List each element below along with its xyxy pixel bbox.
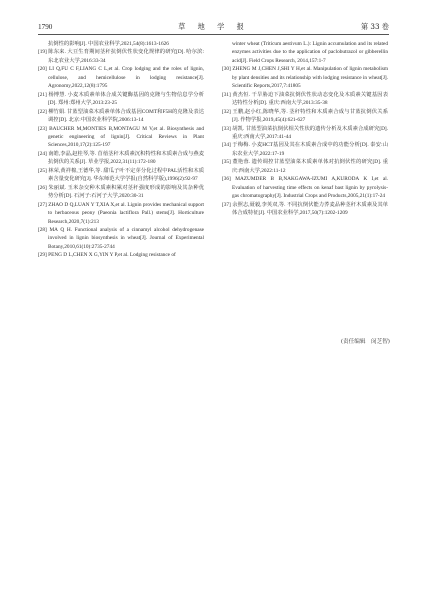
reference-number: [26] [38, 184, 47, 191]
reference-text: 朱丽斌. 玉米杂交种木质素积累对茎秆强度形成的影响及其杂种优势分析[D]. 石河子:石河子大学,2020:30-31 [48, 184, 204, 200]
reference-text: MA Q H. Functional analysis of a cinnamyl alcohol dehydrogenase involved in lignin biosynthesis in wheat[J]. Journal of Experimental Botany,2010,61(10):2735-2744 [48, 226, 204, 250]
reference-number: [37] [222, 201, 231, 208]
reference-text: winter wheat (Triticum aestivum L.): Lignin accumulation and its related enzymes activities due to the application of paclobutrazol or gibberellin acid[J]. Field Crops Research, 2014,157:1-7 [232, 41, 388, 64]
reference-text: 杨博慧. 小麦木质素单体合成关键酶基因的克隆与生物信息学分析[D]. 郑州:郑州大学,2013:23-25 [48, 91, 204, 107]
reference-text: LI Q,FU C F,LIANG C L,et al. Crop lodging and the roles of lignin, cellulose, and hemicellulose in lodging resistance[J]. Agronomy,2022,12(8):1795 [48, 66, 205, 90]
reference-entry [38, 125, 204, 150]
reference-entry [222, 201, 388, 218]
reference-text: 南皓,李晶,赵桂琴,等. 苜蓿茎秆木质素沉积特性和木质素合成与燕麦抗倒伏的关系[J]. 草业学报,2022,31(11):172-180 [48, 150, 205, 166]
reference-entry [38, 91, 204, 108]
reference-number: [24] [38, 150, 47, 157]
reference-text: MAZUMDER B B,NAKGAWA-IZUMI A,KURODA K I,et al. Evaluation of harvesting time effects on kenaf bast lignin by pyrolysis-gas chromatography[J]. Industrial Crops and Products,2005,21(1):17-24 [232, 176, 389, 200]
reference-number: [36] [222, 176, 231, 183]
reference-number: [25] [38, 167, 47, 174]
reference-number: [23] [38, 125, 47, 132]
reference-entry [222, 91, 388, 108]
reference-number: [28] [38, 226, 47, 233]
references-right-column [222, 40, 388, 218]
reference-entry [222, 65, 388, 90]
reference-entry [38, 65, 204, 90]
reference-number: [35] [222, 159, 231, 166]
reference-entry [222, 125, 388, 142]
reference-entry [222, 40, 388, 65]
reference-entry [38, 226, 204, 251]
reference-text: 董艳蓉. 遗传调控甘蓝型油菜木质素单体对抗倒伏性的研究[D]. 重庆:西南大学,2022:11-12 [232, 159, 389, 174]
reference-number: [22] [38, 108, 47, 115]
reference-entry [38, 150, 204, 167]
reference-entry [38, 108, 204, 125]
reference-number: [27] [38, 201, 47, 208]
reference-text: PENG D L,CHEN X G,YIN Y P,et al. Lodging resistance of [48, 252, 176, 259]
reference-entry [222, 158, 388, 175]
reference-text: 余照志,聂毅,李英双,等. 不同抗倒伏能力荞麦品种茎秆木质素及其单体合成特征[J]. 中国农业科学,2017,50(7):1202-1209 [232, 201, 389, 217]
reference-number: [30] [222, 66, 231, 73]
reference-text: BAUCHER M,MONTIES B,MONTAGU M V,et al. Biosynthesis and genetic engineering of lignin[J]. Critical Reviews in Plant Sciences,2010,17(2):125-197 [48, 125, 204, 149]
reference-number: [21] [38, 91, 47, 98]
reference-number: [33] [222, 125, 231, 132]
reference-entry [38, 251, 204, 259]
reference-entry [38, 167, 204, 184]
reference-text: 林荣,黄祥棉,王德华,等. 甜瓜子叶不定芽分化过程中PAL活性和木质素含量变化研究[J]. 华东师范大学学报(自然科学版),1996(2):92-97 [48, 167, 204, 183]
reference-number: [32] [222, 108, 231, 115]
reference-entry [222, 141, 388, 158]
reference-text: ZHAO D Q,LUAN Y T,XIA X,et al. Lignin provides mechanical support to herbaceous peony (Paeonia lactiflora Pall.) stems[J]. Horticulture Research,2020,7(1):213 [48, 201, 205, 225]
reference-text: 陈东来. 大豆生育期间茎秆抗倒伏性状变化规律的研究[D]. 哈尔滨:东北农业大学,2016:33-34 [48, 49, 205, 64]
page-number: 1790 [38, 23, 53, 31]
reference-text: 王鹏,赵小红,陈晓华,等. 茎秆特性和木质素合成与甘蓝抗倒伏关系[J]. 作物学报,2019,45(4):621-627 [232, 108, 389, 124]
responsible-editor: (责任编辑 闵芝智) [340, 339, 390, 345]
journal-title: 草 地 学 报 [178, 22, 249, 31]
reference-number: [34] [222, 142, 231, 149]
reference-text: 抗倒性的影响[J]. 中国农业科学,2021,54(8):1613-1626 [48, 41, 169, 47]
reference-number: [20] [38, 66, 47, 73]
volume-label: 第 33 卷 [360, 22, 389, 31]
reference-entry [38, 201, 204, 226]
page-header [38, 22, 389, 34]
reference-entry [38, 40, 204, 48]
reference-number: [31] [222, 91, 231, 98]
reference-entry [222, 175, 388, 200]
reference-number: [19] [38, 49, 47, 56]
header-rule [38, 34, 389, 35]
references-left-column [38, 40, 204, 260]
reference-entry [38, 48, 204, 65]
reference-text: 胡凯. 甘蓝型油菜抗倒伏相关性状的遗传分析及木质素合成研究[D]. 重庆:西南大学,2017:41-44 [232, 125, 389, 140]
reference-entry [222, 108, 388, 125]
reference-entry [38, 184, 204, 201]
reference-text: 黄杰恒. 干旱胁迫下油菜抗倒伏性状动态变化及木质素关键基因表达特性分析[D]. 重庆:西南大学,2013:35-38 [232, 91, 388, 107]
reference-text: 柳竹娟. 甘蓝型油菜木质素单体合成基因COMT和F5H的克隆及表达调控[D]. 北京:中国农业科学院,2006:13-14 [48, 108, 204, 124]
reference-number: [29] [38, 252, 47, 259]
reference-text: 于梅梅. 小麦HCT基因及其在木质素合成中的功能分析[D]. 泰安:山东农业大学,2022:17-19 [232, 142, 388, 157]
reference-text: ZHENG M J,CHEN J,SHI Y H,et al. Manipulation of lignin metabolism by plant densities and its relationship with lodging resistance in wheat[J]. Scientific Reports,2017,7:41805 [232, 66, 388, 90]
